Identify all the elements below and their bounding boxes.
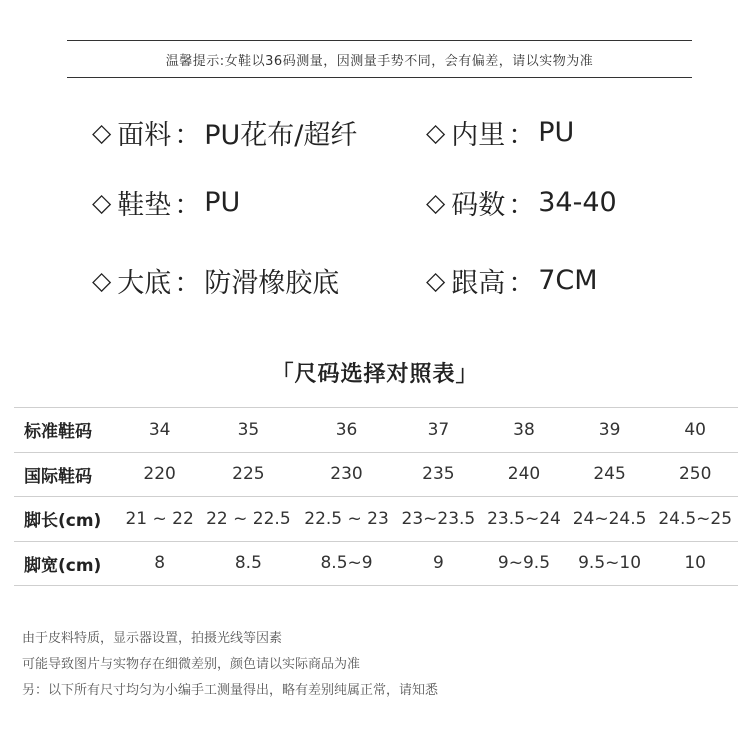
table-cell: 240 <box>481 452 567 497</box>
spec-label: 码数 <box>451 190 506 221</box>
table-cell: 245 <box>567 452 653 497</box>
table-cell: 36 <box>297 408 395 453</box>
spec-separator: ： <box>174 268 202 299</box>
row-header: 国际鞋码 <box>14 452 120 497</box>
table-cell: 9~9.5 <box>481 541 567 586</box>
spec-lining <box>426 113 574 152</box>
diamond-icon: ◇ <box>426 118 446 147</box>
table-cell: 225 <box>199 452 297 497</box>
spec-label: 内里 <box>451 120 506 151</box>
spec-separator: ： <box>508 120 536 151</box>
note-line: 可能导致图片与实物存在细微差别，颜色请以实际商品为准 <box>22 657 361 672</box>
spec-sizes <box>426 183 617 222</box>
table-cell: 35 <box>199 408 297 453</box>
table-cell: 22.5 ~ 23 <box>297 497 395 542</box>
table-cell: 8 <box>120 541 199 586</box>
spec-label: 面料 <box>117 120 172 151</box>
spec-value: 7CM <box>538 265 598 296</box>
table-cell: 34 <box>120 408 199 453</box>
spec-label: 鞋垫 <box>117 190 172 221</box>
spec-material <box>92 113 357 152</box>
row-header: 标准鞋码 <box>14 408 120 453</box>
spec-insole <box>92 183 240 222</box>
table-cell: 39 <box>567 408 653 453</box>
spec-value: PU <box>204 187 241 218</box>
table-cell: 8.5~9 <box>297 541 395 586</box>
notice-bar: 温馨提示:女鞋以36码测量，因测量手势不同，会有偏差，请以实物为准 <box>67 40 692 78</box>
table-row <box>14 408 738 453</box>
size-table <box>14 407 738 586</box>
diamond-icon: ◇ <box>426 266 446 295</box>
note-line: 另：以下所有尺寸均匀为小编手工测量得出，略有差别纯属正常，请知悉 <box>22 683 439 698</box>
spec-heel-height <box>426 261 598 300</box>
spec-value: PU花布/超纤 <box>204 120 358 151</box>
spec-label: 跟高 <box>451 268 506 299</box>
diamond-icon: ◇ <box>92 118 112 147</box>
disclaimer-notes <box>22 626 438 704</box>
table-cell: 220 <box>120 452 199 497</box>
table-cell: 23~23.5 <box>396 497 482 542</box>
table-cell: 24.5~25 <box>652 497 738 542</box>
size-table-title: 「尺码选择对照表」 <box>271 362 479 387</box>
spec-separator: ： <box>174 120 202 151</box>
diamond-icon: ◇ <box>92 188 112 217</box>
spec-label: 大底 <box>117 268 172 299</box>
spec-value: PU <box>538 117 575 148</box>
table-cell: 9.5~10 <box>567 541 653 586</box>
table-row <box>14 497 738 542</box>
spec-separator: ： <box>508 268 536 299</box>
table-cell: 23.5~24 <box>481 497 567 542</box>
spec-outsole <box>92 261 339 300</box>
note-line: 由于皮料特质，显示器设置，拍摄光线等因素 <box>22 631 283 646</box>
table-cell: 250 <box>652 452 738 497</box>
table-cell: 230 <box>297 452 395 497</box>
table-cell: 40 <box>652 408 738 453</box>
table-cell: 8.5 <box>199 541 297 586</box>
table-row <box>14 541 738 586</box>
diamond-icon: ◇ <box>92 266 112 295</box>
row-header: 脚长(cm) <box>14 497 120 542</box>
table-cell: 9 <box>396 541 482 586</box>
table-cell: 22 ~ 22.5 <box>199 497 297 542</box>
table-row <box>14 452 738 497</box>
table-cell: 235 <box>396 452 482 497</box>
table-cell: 24~24.5 <box>567 497 653 542</box>
spec-value: 防滑橡胶底 <box>204 268 340 299</box>
table-cell: 10 <box>652 541 738 586</box>
spec-value: 34-40 <box>538 187 617 218</box>
table-cell: 21 ~ 22 <box>120 497 199 542</box>
row-header: 脚宽(cm) <box>14 541 120 586</box>
table-cell: 38 <box>481 408 567 453</box>
table-cell: 37 <box>396 408 482 453</box>
spec-separator: ： <box>174 190 202 221</box>
diamond-icon: ◇ <box>426 188 446 217</box>
spec-separator: ： <box>508 190 536 221</box>
